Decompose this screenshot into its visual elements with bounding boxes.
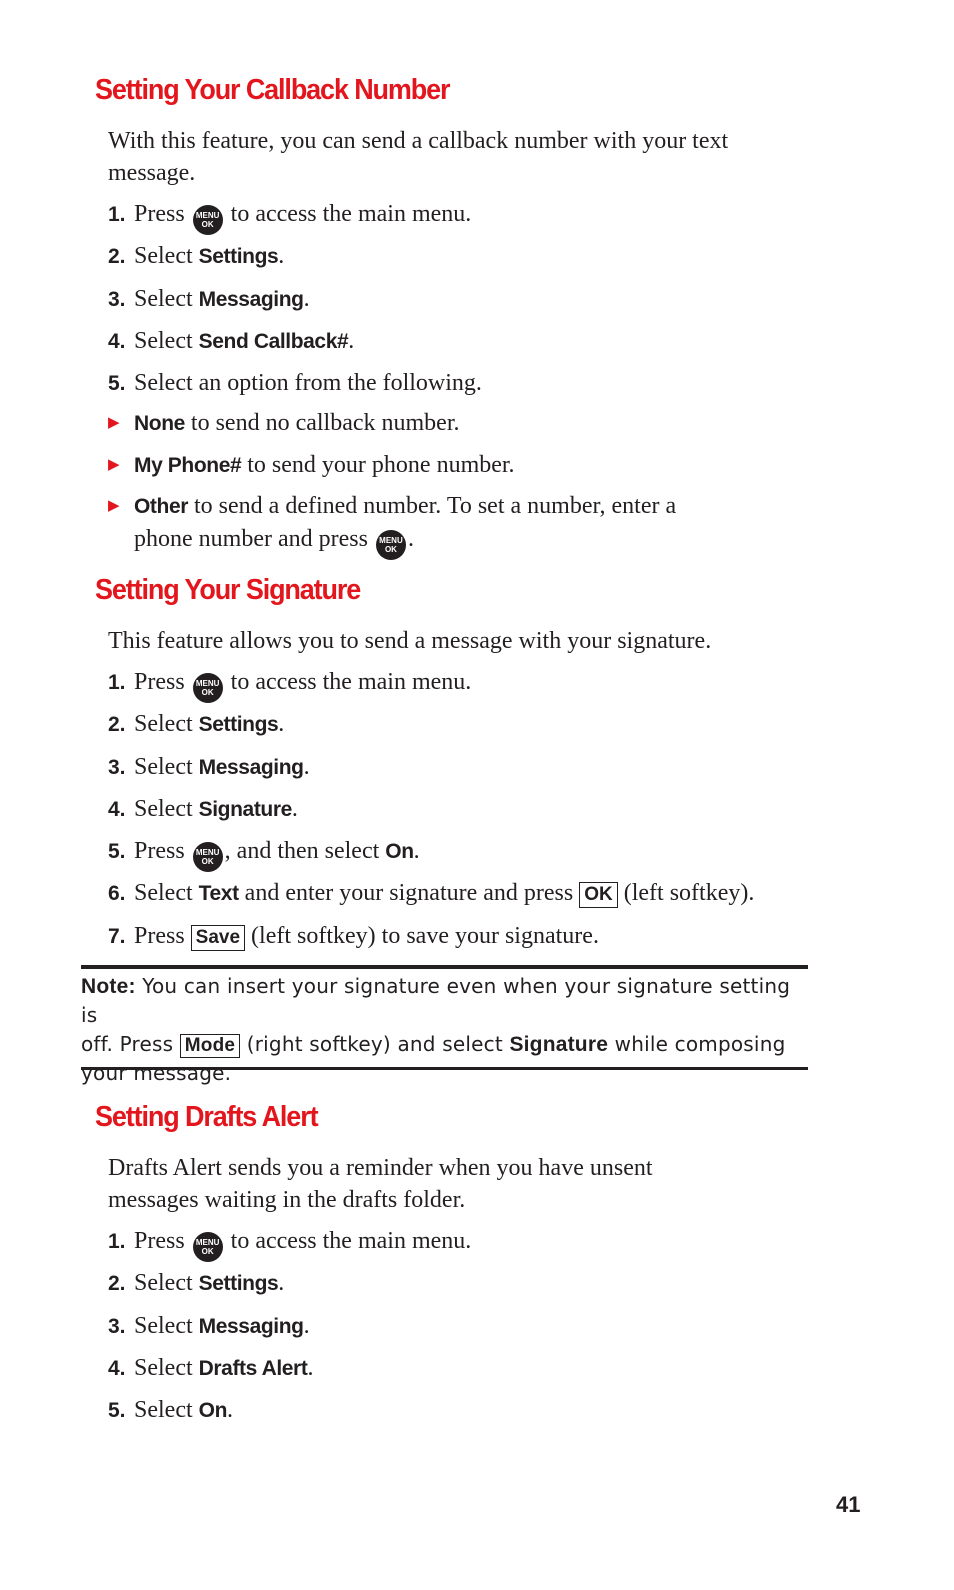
callback-intro: With this feature, you can send a callback number with your text message. bbox=[108, 128, 729, 186]
callback-option-other: ▶ Other to send a defined number. To set a number, enter a phone number and press MENU OK . bbox=[108, 490, 823, 560]
note-box bbox=[81, 965, 808, 1085]
callback-step-5: 5. Select an option from the following. bbox=[108, 370, 482, 396]
section-title-signature: Setting Your Signature bbox=[95, 574, 361, 606]
ok-softkey: OK bbox=[579, 882, 618, 908]
drafts-step-1: 1. Press MENU OK to access the main menu. bbox=[108, 1225, 823, 1262]
signature-step-4: 4. Select Signature. bbox=[108, 796, 298, 822]
signature-step-2: 2. Select Settings. bbox=[108, 711, 285, 737]
callback-option-my-phone: ▶ My Phone# to send your phone number. bbox=[108, 449, 823, 482]
drafts-step-5: 5. Select On. bbox=[108, 1397, 234, 1423]
callback-step-3: 3. Select Messaging. bbox=[108, 286, 310, 312]
section-title-drafts: Setting Drafts Alert bbox=[95, 1101, 318, 1133]
callback-option-none: ▶ None to send no callback number. bbox=[108, 407, 823, 440]
callback-step-2: 2. Select Settings. bbox=[108, 243, 285, 269]
bullet-arrow-icon: ▶ bbox=[108, 498, 120, 514]
note-line-2: off. Press Mode (right softkey) and select Signature while composing bbox=[81, 1032, 786, 1056]
drafts-step-3: 3. Select Messaging. bbox=[108, 1313, 310, 1339]
menu-ok-key-icon: MENU OK bbox=[193, 673, 223, 703]
drafts-intro: Drafts Alert sends you a reminder when you have unsent messages waiting in the drafts folder. bbox=[108, 1155, 653, 1213]
section-title-callback: Setting Your Callback Number bbox=[95, 74, 450, 106]
note-line-3: your message. bbox=[81, 1061, 232, 1085]
menu-ok-key-icon: MENU OK bbox=[193, 205, 223, 235]
signature-step-6: 6. Select Text and enter your signature and press OK (left softkey). bbox=[108, 880, 755, 906]
drafts-step-4: 4. Select Drafts Alert. bbox=[108, 1355, 314, 1381]
signature-step-3: 3. Select Messaging. bbox=[108, 754, 310, 780]
menu-ok-key-icon: MENU OK bbox=[193, 842, 223, 872]
callback-step-1: 1. Press MENU OK to access the main menu. bbox=[108, 198, 823, 235]
page-number: 41 bbox=[836, 1492, 861, 1517]
signature-intro: This feature allows you to send a message with your signature. bbox=[108, 628, 712, 654]
menu-ok-key-icon: MENU OK bbox=[376, 530, 406, 560]
callback-step-4: 4. Select Send Callback#. bbox=[108, 328, 355, 354]
signature-step-7: 7. Press Save (left softkey) to save your signature. bbox=[108, 923, 599, 949]
drafts-step-2: 2. Select Settings. bbox=[108, 1270, 285, 1296]
save-softkey: Save bbox=[191, 925, 245, 951]
signature-step-5: 5. Press MENU OK , and then select On. bbox=[108, 835, 823, 872]
signature-step-1: 1. Press MENU OK to access the main menu. bbox=[108, 666, 823, 703]
note-line-1: Note: You can insert your signature even when your signature setting is bbox=[81, 974, 791, 1027]
bullet-arrow-icon: ▶ bbox=[108, 415, 120, 431]
mode-softkey: Mode bbox=[180, 1034, 240, 1058]
menu-ok-key-icon: MENU OK bbox=[193, 1232, 223, 1262]
bullet-arrow-icon: ▶ bbox=[108, 457, 120, 473]
